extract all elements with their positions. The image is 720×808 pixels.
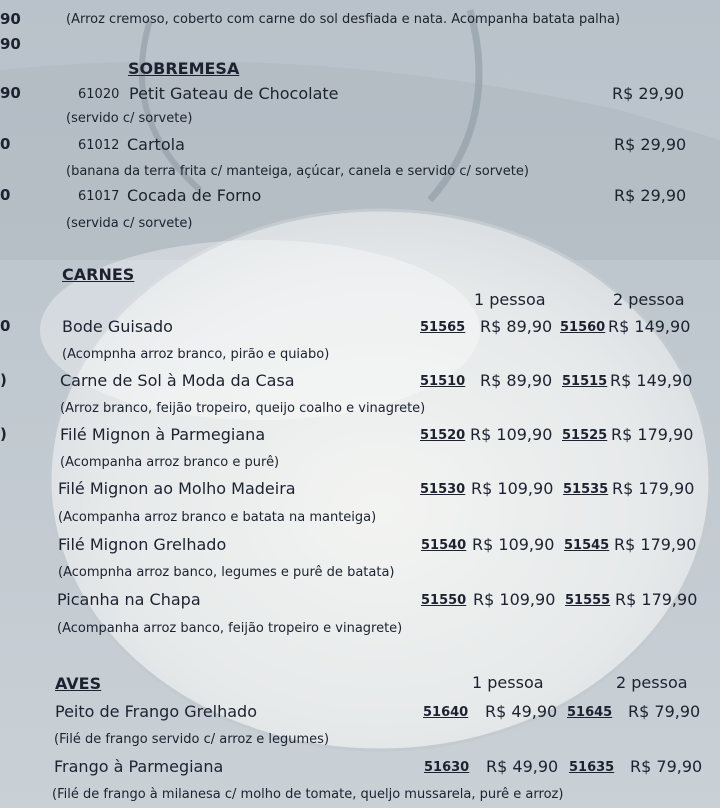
item-price: R$ 109,90 (472, 535, 555, 554)
item-price: R$ 179,90 (614, 535, 697, 554)
item-price: R$ 89,90 (480, 317, 553, 336)
edge-value: 0 (0, 317, 11, 335)
column-header-1-pessoa: 1 pessoa (474, 290, 546, 309)
item-price: R$ 149,90 (608, 317, 691, 336)
edge-value: 0 (0, 135, 11, 153)
item-code: 51545 (564, 538, 610, 553)
item-name: Bode Guisado (62, 317, 173, 336)
item-note: (Acompanha arroz branco e purê) (60, 455, 280, 470)
item-name: Carne de Sol à Moda da Casa (60, 371, 295, 390)
edge-value: 90 (0, 35, 21, 53)
item-code: 51640 (423, 705, 469, 720)
item-name: Petit Gateau de Chocolate (129, 84, 339, 103)
edge-value: 0 (0, 186, 11, 204)
item-price: R$ 179,90 (615, 590, 698, 609)
item-code: 51645 (567, 705, 613, 720)
item-code: 51540 (421, 538, 467, 553)
item-name: Peito de Frango Grelhado (55, 702, 257, 721)
item-price: R$ 79,90 (628, 702, 701, 721)
item-price: R$ 109,90 (473, 590, 556, 609)
item-code: 51510 (420, 374, 466, 389)
item-name: Filé Mignon Grelhado (58, 535, 227, 554)
item-price: R$ 29,90 (612, 84, 685, 103)
item-code: 51535 (563, 482, 609, 497)
item-code: 51635 (569, 760, 615, 775)
item-note: (servida c/ sorvete) (66, 216, 193, 231)
section-title-carnes: CARNES (62, 265, 135, 284)
item-price: R$ 79,90 (630, 757, 703, 776)
item-code: 51515 (562, 374, 608, 389)
section-title-aves: AVES (55, 674, 102, 693)
item-name: Filé Mignon ao Molho Madeira (58, 479, 296, 498)
item-note: (servido c/ sorvete) (66, 111, 193, 126)
column-header-2-pessoa: 2 pessoa (613, 290, 685, 309)
item-name: Cocada de Forno (127, 186, 262, 205)
column-header-1-pessoa: 1 pessoa (472, 673, 544, 692)
item-note: (Filé de frango à milanesa c/ molho de tomate, queljo mussarela, purê e arroz) (52, 787, 564, 802)
item-price: R$ 29,90 (614, 186, 687, 205)
item-note: (Acompnha arroz banco, legumes e purê de batata) (58, 565, 395, 580)
item-note: (Arroz branco, feijão tropeiro, queijo coalho e vinagrete) (60, 401, 426, 416)
item-code: 51555 (565, 593, 611, 608)
item-code: 51525 (562, 428, 608, 443)
item-code: 51550 (421, 593, 467, 608)
item-code: 51560 (560, 320, 606, 335)
edge-value: 90 (0, 84, 21, 102)
item-note: (Acompanha arroz banco, feijão tropeiro e vinagrete) (57, 621, 403, 636)
column-header-2-pessoa: 2 pessoa (616, 673, 688, 692)
item-price: R$ 179,90 (611, 425, 694, 444)
item-code: 61012 (78, 138, 120, 153)
item-code: 51530 (420, 482, 466, 497)
section-title-sobremesa: SOBREMESA (128, 59, 240, 78)
edge-value: ) (0, 371, 7, 389)
item-price: R$ 49,90 (486, 757, 559, 776)
edge-value: 90 (0, 10, 21, 28)
item-name: Frango à Parmegiana (54, 757, 224, 776)
item-description: (Arroz cremoso, coberto com carne do sol desfiada e nata. Acompanha batata palha) (66, 12, 621, 27)
item-price: R$ 109,90 (471, 479, 554, 498)
item-name: Filé Mignon à Parmegiana (60, 425, 266, 444)
item-code: 51630 (424, 760, 470, 775)
item-name: Cartola (127, 135, 185, 154)
item-code: 61020 (78, 87, 120, 102)
item-price: R$ 179,90 (612, 479, 695, 498)
item-price: R$ 29,90 (614, 135, 687, 154)
item-note: (Acompnha arroz branco, pirão e quiabo) (62, 347, 330, 362)
item-price: R$ 49,90 (485, 702, 558, 721)
item-code: 51520 (420, 428, 466, 443)
item-note: (Acompanha arroz branco e batata na manteiga) (58, 510, 377, 525)
item-price: R$ 109,90 (470, 425, 553, 444)
item-note: (Filé de frango servido c/ arroz e legumes) (54, 732, 330, 747)
item-price: R$ 89,90 (480, 371, 553, 390)
item-note: (banana da terra frita c/ manteiga, açúcar, canela e servido c/ sorvete) (66, 164, 529, 179)
item-name: Picanha na Chapa (57, 590, 201, 609)
item-price: R$ 149,90 (610, 371, 693, 390)
edge-value: ) (0, 425, 7, 443)
item-code: 51565 (420, 320, 466, 335)
item-code: 61017 (78, 189, 120, 204)
